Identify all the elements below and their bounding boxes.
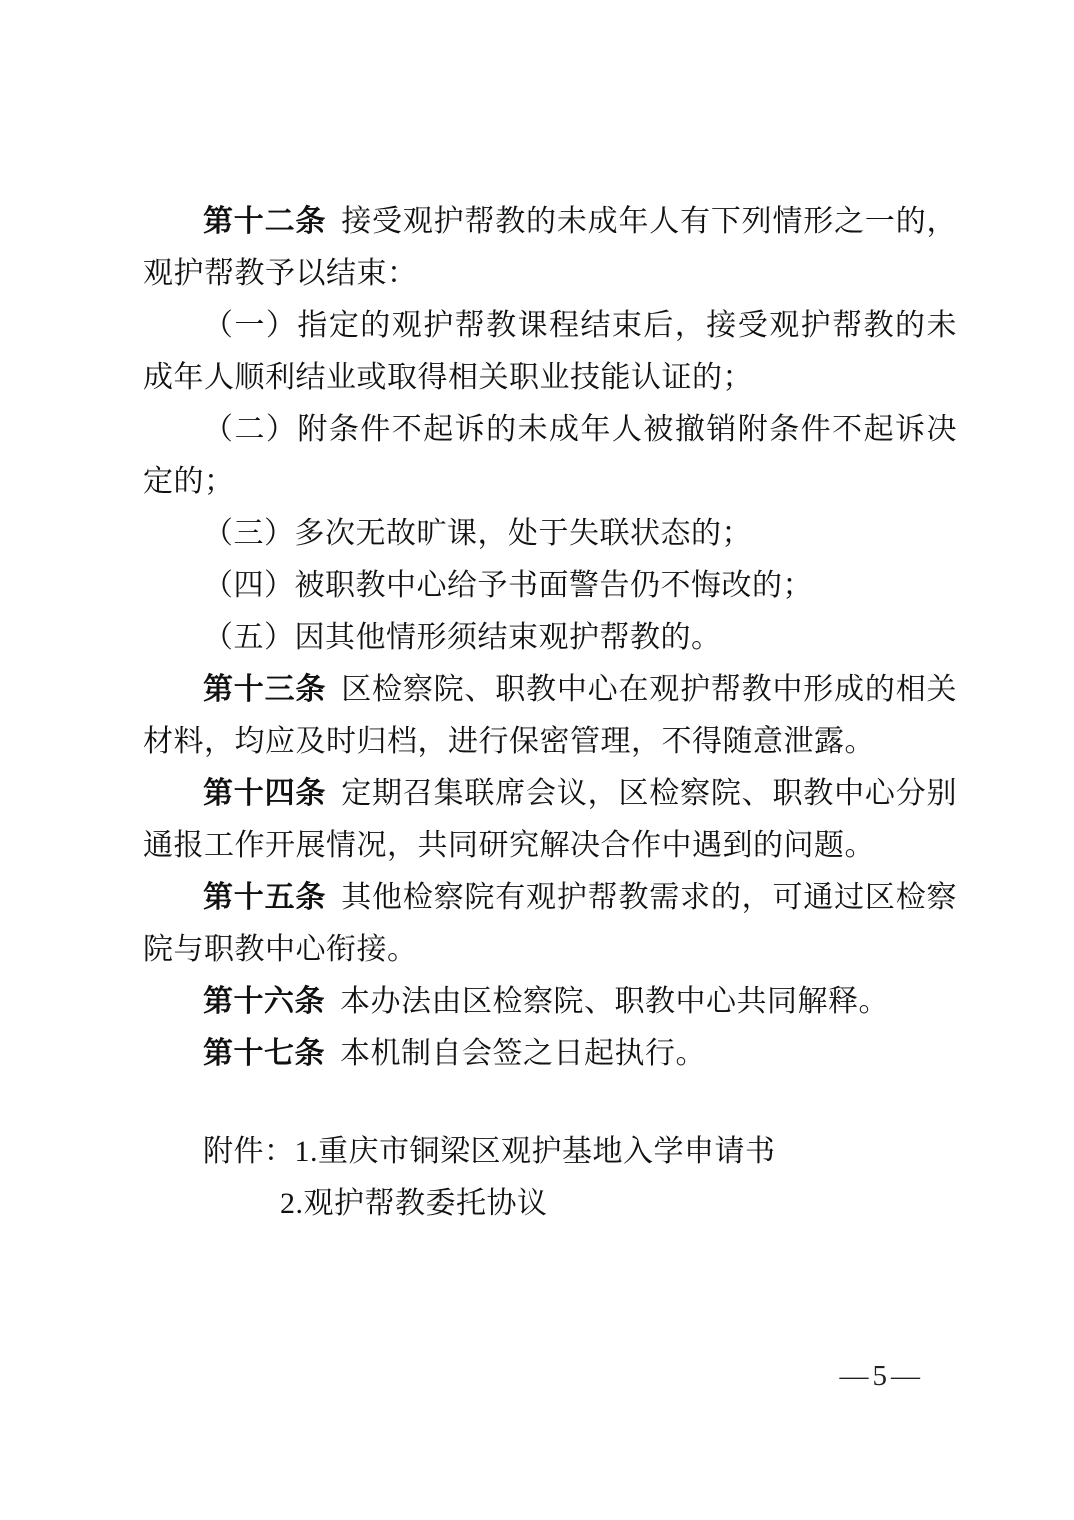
paragraph-item-5 [143, 612, 957, 664]
paragraph-article-16 [143, 976, 957, 1028]
article-12-text: 接受观护帮教的未成年人有下列情形之一的，观护帮教予以结束： [143, 205, 958, 290]
paragraph-item-4 [143, 560, 957, 612]
item-3-text: （三）多次无故旷课，处于失联状态的； [203, 517, 752, 550]
paragraph-item-3 [143, 508, 957, 560]
paragraph-article-13 [143, 664, 957, 768]
attachments-block [143, 1126, 957, 1230]
item-4-text: （四）被职教中心给予书面警告仍不悔改的； [203, 569, 813, 602]
attachments-label: 附件： [203, 1135, 295, 1168]
article-17-head: 第十七条 [203, 1037, 325, 1070]
item-2-text: （二）附条件不起诉的未成年人被撤销附条件不起诉决定的； [143, 413, 957, 498]
paragraph-item-1 [143, 300, 957, 404]
attachment-line-1 [143, 1126, 957, 1178]
article-17-text: 本机制自会签之日起执行。 [340, 1037, 706, 1070]
article-14-head: 第十四条 [203, 777, 327, 810]
attachment-item-1: 1.重庆市铜梁区观护基地入学申请书 [294, 1135, 776, 1168]
item-5-text: （五）因其他情形须结束观护帮教的。 [203, 621, 722, 654]
paragraph-article-14 [143, 768, 957, 872]
article-15-head: 第十五条 [203, 881, 327, 914]
article-13-text: 区检察院、职教中心在观护帮教中形成的相关材料，均应及时归档，进行保密管理，不得随意泄露。 [143, 673, 958, 758]
article-12-head: 第十二条 [203, 205, 327, 238]
article-15-text: 其他检察院有观护帮教需求的，可通过区检察院与职教中心衔接。 [143, 881, 958, 966]
paragraph-article-12 [143, 196, 957, 300]
paragraph-item-2 [143, 404, 957, 508]
paragraph-article-17 [143, 1028, 957, 1080]
paragraph-article-15 [143, 872, 957, 976]
article-13-head: 第十三条 [203, 673, 327, 706]
attachment-item-2: 2.观护帮教委托协议 [280, 1187, 548, 1220]
item-1-text: （一）指定的观护帮教课程结束后，接受观护帮教的未成年人顺利结业或取得相关职业技能认证的； [143, 309, 957, 394]
article-16-head: 第十六条 [203, 985, 325, 1018]
article-16-text: 本办法由区检察院、职教中心共同解释。 [340, 985, 889, 1018]
article-14-text: 定期召集联席会议，区检察院、职教中心分别通报工作开展情况，共同研究解决合作中遇到的问题。 [143, 777, 958, 862]
page-number: —5— [839, 1360, 924, 1392]
document-body [143, 196, 957, 1230]
